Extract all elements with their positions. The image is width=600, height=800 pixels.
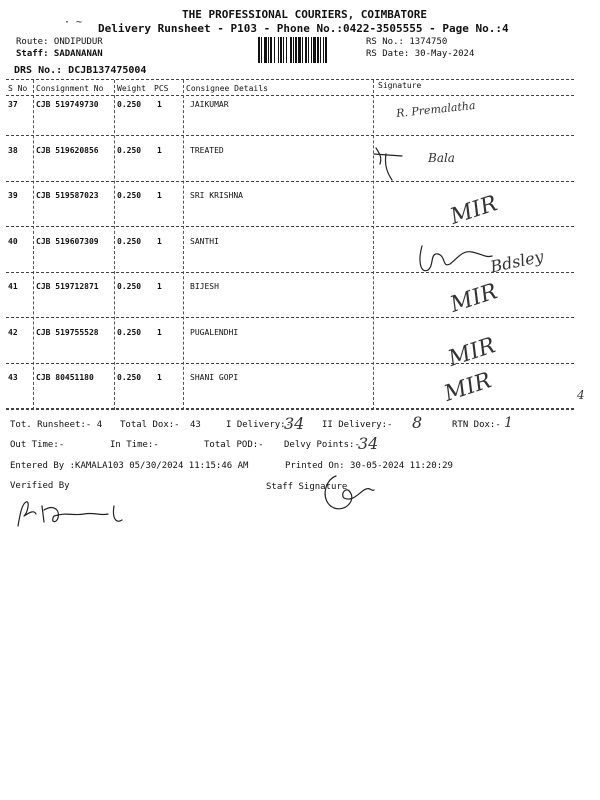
row-sno: 43 (8, 373, 18, 382)
row-weight: 0.250 (117, 328, 142, 337)
header-bottom-rule (6, 95, 574, 96)
signature-row-37: R. Premalatha (395, 98, 477, 121)
col-signature: Signature (378, 81, 422, 90)
total-dox-label: Total Dox:- (120, 420, 180, 430)
delvy-points-label: Delvy Points:- (284, 440, 360, 450)
col-separator (373, 80, 374, 410)
signature-row-40: Bdsley (488, 246, 546, 277)
row-consignee: PUGALENDHI (190, 328, 239, 337)
row-sno: 39 (8, 191, 18, 200)
signature-row-39: MIR (447, 191, 501, 230)
header-top-rule (6, 79, 574, 80)
row-divider (6, 135, 574, 136)
staff-signature-label: Staff Signature (266, 482, 348, 492)
row-weight: 0.250 (117, 237, 142, 246)
out-time: Out Time:- (10, 440, 65, 450)
drs-number: DRS No.: DCJB137475004 (14, 65, 147, 76)
printed-on: Printed On: 30-05-2024 11:20:29 (285, 461, 453, 471)
row-weight: 0.250 (117, 146, 142, 155)
row-weight: 0.250 (117, 100, 142, 109)
row-sno: 37 (8, 100, 18, 109)
staff-signature (306, 472, 376, 516)
rs-number: RS No.: 1374750 (366, 37, 448, 47)
rtn-dox-hand: 1 (504, 415, 513, 431)
ii-delivery-label: II Delivery:- (322, 420, 393, 430)
row-consignment: CJB 519755528 (36, 328, 99, 337)
row-divider (6, 363, 574, 364)
runsheet-title: Delivery Runsheet - P103 - Phone No.:0422-3505555 - Page No.:4 (98, 22, 509, 35)
company-title: THE PROFESSIONAL COURIERS, COIMBATORE (182, 8, 428, 21)
row-consignee: TREATED (190, 146, 224, 155)
row-sno: 38 (8, 146, 18, 155)
col-separator (33, 80, 34, 410)
row-divider (6, 226, 574, 227)
row-sno: 40 (8, 237, 18, 246)
row-consignment: CJB 519712871 (36, 282, 99, 291)
i-delivery-label: I Delivery:- (226, 420, 292, 430)
row-divider (6, 317, 574, 318)
barcode (258, 37, 358, 63)
col-consignee: Consignee Details (186, 84, 268, 93)
row-pcs: 1 (157, 328, 162, 337)
row-consignee: BIJESH (190, 282, 219, 291)
col-separator (183, 80, 184, 410)
total-pod: Total POD:- (204, 440, 264, 450)
row-divider (6, 181, 574, 182)
row-consignment: CJB 519620856 (36, 146, 99, 155)
row-pcs: 1 (157, 100, 162, 109)
staff-label: Staff: SADANANAN (16, 49, 103, 59)
row-sno: 41 (8, 282, 18, 291)
row-consignment: CJB 519607309 (36, 237, 99, 246)
row-consignee: JAIKUMAR (190, 100, 229, 109)
header-tilde-mark: · ~ (64, 17, 83, 28)
i-delivery-hand: 34 (284, 414, 305, 433)
signature-row-42: MIR (445, 333, 499, 372)
rtn-dox-label: RTN Dox:- (452, 420, 501, 430)
verified-signature (14, 496, 134, 536)
signature-row-41: MIR (447, 279, 501, 318)
entered-by: Entered By :KAMALA103 05/30/2024 11:15:46 AM (10, 461, 249, 471)
row-pcs: 1 (157, 282, 162, 291)
col-consignment: Consignment No (36, 84, 104, 93)
verified-by: Verified By (10, 481, 70, 491)
row-weight: 0.250 (117, 191, 142, 200)
row-weight: 0.250 (117, 373, 142, 382)
table-bottom-rule (6, 409, 574, 410)
row-weight: 0.250 (117, 282, 142, 291)
row-sno: 42 (8, 328, 18, 337)
total-dox-value: 43 (190, 420, 201, 430)
row-consignee: SRI KRISHNA (190, 191, 243, 200)
signature-row-43: MIR (441, 368, 495, 407)
rs-date: RS Date: 30-May-2024 (366, 49, 475, 59)
signature-scribble-40 (416, 240, 496, 280)
col-weight: Weight (117, 84, 146, 93)
row-consignee: SANTHI (190, 237, 219, 246)
delvy-points-hand: 34 (358, 434, 379, 453)
row-pcs: 1 (157, 373, 162, 382)
tot-runsheet: Tot. Runsheet:- 4 (10, 420, 103, 430)
margin-note: 4 (577, 388, 585, 402)
row-consignment: CJB 519749730 (36, 100, 99, 109)
row-consignment: CJB 80451180 (36, 373, 94, 382)
row-pcs: 1 (157, 191, 162, 200)
signature-row-38: Bala (428, 151, 455, 165)
ii-delivery-hand: 8 (412, 413, 423, 432)
col-sno: S No (8, 84, 28, 93)
row-pcs: 1 (157, 146, 162, 155)
row-pcs: 1 (157, 237, 162, 246)
route-label: Route: ONDIPUDUR (16, 37, 103, 47)
col-pcs: PCS (154, 84, 169, 93)
col-separator (114, 80, 115, 410)
signature-scribble-38 (372, 144, 432, 184)
row-consignment: CJB 519587023 (36, 191, 99, 200)
in-time: In Time:- (110, 440, 159, 450)
row-consignee: SHANI GOPI (190, 373, 239, 382)
